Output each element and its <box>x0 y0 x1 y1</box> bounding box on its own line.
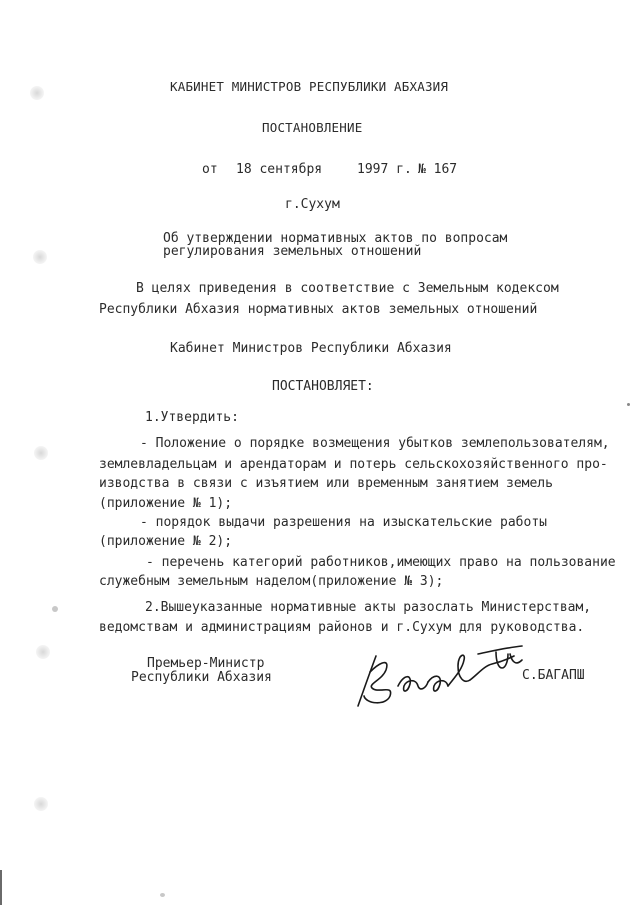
speck-mark <box>160 893 165 897</box>
issuer: Кабинет Министров Республики Абхазия <box>170 341 452 356</box>
item-2-line-1: 2.Вышеуказанные нормативные акты разослать Министерствам, <box>145 600 592 615</box>
punch-hole-mark <box>34 446 48 460</box>
item-a-line-2: землевладельцам и арендаторам и потерь сельскохозяйственного про- <box>99 457 608 472</box>
item-c-line-1: - перечень категорий работников,имеющих право на пользование <box>146 555 616 570</box>
item-b-line-1: - порядок выдачи разрешения на изыскательские работы <box>140 515 547 530</box>
document-number: № 167 <box>418 162 458 177</box>
punch-hole-mark <box>33 250 47 264</box>
signer-title-line-2: Республики Абхазия <box>131 670 272 685</box>
punch-hole-mark <box>36 645 50 659</box>
subject-line-2: регулирования земельных отношений <box>163 244 422 259</box>
item-2-line-2: ведомствам и администрациям районов и г.Сухум для руководства. <box>99 620 585 635</box>
item-a-line-3: изводства в связи с изъятием или временным занятием земель <box>99 476 553 491</box>
punch-hole-mark <box>30 86 44 100</box>
preamble-line-2: Республики Абхазия нормативных актов земельных отношений <box>99 302 538 317</box>
speck-mark <box>52 606 58 612</box>
handwritten-signature <box>346 644 536 710</box>
date-day-month: 18 сентября <box>236 162 323 177</box>
subject-line-1: Об утверждении нормативных актов по вопросам <box>163 231 508 246</box>
punch-hole-mark <box>34 797 48 811</box>
preamble-line-1: В целях приведения в соответствие с Земельным кодексом <box>136 281 559 296</box>
item-c-line-2: служебным земельным наделом(приложение № 3); <box>99 574 444 589</box>
item-b-line-2: (приложение № 2); <box>99 534 233 549</box>
left-edge-mark <box>0 870 2 905</box>
item-1-title: 1.Утвердить: <box>145 410 239 425</box>
speck-mark <box>627 403 630 406</box>
item-a-line-1: - Положение о порядке возмещения убытков землепользователям, <box>140 436 610 451</box>
item-a-line-4: (приложение № 1); <box>99 496 233 511</box>
resolves-heading: ПОСТАНОВЛЯЕТ: <box>272 379 374 394</box>
date-prefix: от <box>202 162 218 177</box>
place: г.Сухум <box>285 197 340 212</box>
signer-title-line-1: Премьер-Министр <box>147 656 265 671</box>
organization-title: КАБИНЕТ МИНИСТРОВ РЕСПУБЛИКИ АБХАЗИЯ <box>170 79 449 94</box>
document-type: ПОСТАНОВЛЕНИЕ <box>262 120 363 135</box>
signer-name: С.БАГАПШ <box>522 668 585 683</box>
date-year: 1997 г. <box>357 162 412 177</box>
